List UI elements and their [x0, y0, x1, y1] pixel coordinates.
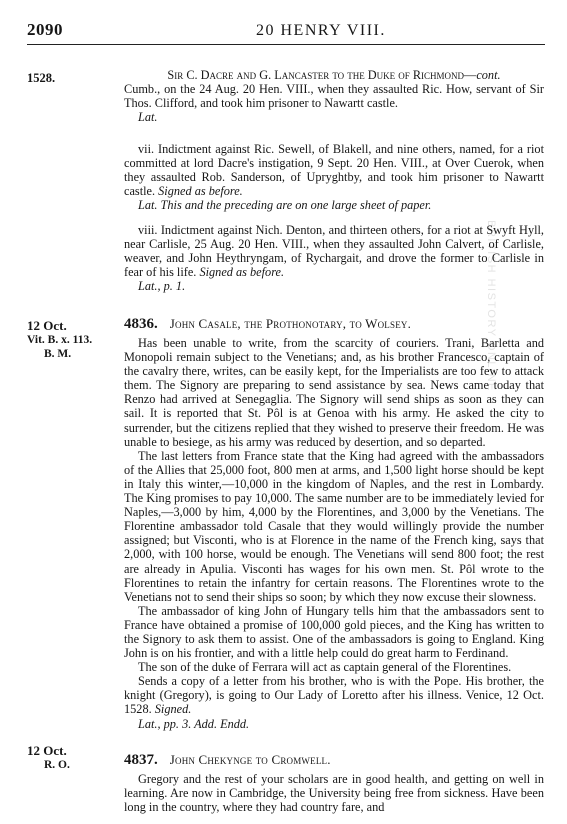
header-rule — [27, 44, 545, 45]
entry-4836-paragraph-5: Sends a copy of a letter from his brother, who is with the Pope. His brother, the knight (Gregory), is going to Our Lady of Loretto after his illness. Venice, 12 Oct. 1528. Signed. — [124, 674, 544, 717]
indictment-vii — [124, 142, 544, 212]
entry-4836-body — [124, 336, 544, 731]
entry-number: 4837. — [124, 752, 158, 768]
entry-4836-paragraph-1: Has been unable to write, from the scarcity of couriers. Trani, Barletta and Monopoli remain subject to the Venetians; and, as his brother Francesco, captain of the cavalry there, writes, can be easily kept, for the Imperialists are too few to attack them. The Signory are preparing to send assistance by sea. News came today that Renzo had arrived at Senegaglia. The Signory will send ships as soon as they can sail. It is reported that St. Pôl is at Genoa with his army. He asked the city to surrender, but the citizens replied that they wished to preserve their freedom. He was unable to besiege, as his army was reduced by desertion, and so departed. — [124, 336, 544, 449]
entry-4836-paragraph-2: The last letters from France state that the King had agreed with the ambassadors of the Allies that 25,000 foot, 800 men at arms, and 1,500 light horse should be kept in Italy this winter,—10,000 in the kingdom of Naples, and the rest in Lombardy. The King promises to pay 10,000. The same number are to be immediately levied for Naples,—3,000 by him, 4,000 by the Florentines, and 3,000 by the Venetians. The Florentine ambassador told Casale that they would willingly provide the number assigned; but Visconti, who is at Florence in the name of the French king, says that 2,000, with 100 horse, would be enough. The Venetians will send 800 foot; the rest are already in Apulia. Visconti has wages for his own men. St. Pôl wrote to the Florentines to retain the infantry for certain reasons. The Florentines wrote to the Venetians not to send their ships so soon; by which they now excuse their slowness. — [124, 448, 544, 604]
entry-4837-body — [124, 772, 544, 814]
entry-title: John Casale, the Prothonotary, to Wolsey. — [169, 316, 412, 331]
entry-4836-ref-1: Vit. B. x. 113. — [27, 334, 93, 346]
entry-title: John Chekynge to Cromwell. — [169, 752, 331, 767]
indictment-vii-note: Lat. This and the preceding are on one large sheet of paper. — [138, 198, 432, 213]
running-title: 20 HENRY VIII. — [256, 22, 386, 39]
indictment-vii-text: vii. Indictment against Ric. Sewell, of Blakell, and nine others, named, for a riot committed at lord Dacre's instigation, 9 Sept. 20 Hen. VIII., at Over Cuerok, when they assaulted Rob. Sanderson, of Upryghtby, and took him prisoner to Nawartt castle. Signed as before. — [124, 142, 544, 199]
entry-4836-note: Lat., pp. 3. Add. Endd. — [138, 716, 250, 731]
continuation-paragraph: Cumb., on the 24 Aug. 20 Hen. VIII., when they assaulted Ric. How, servant of Sir Thos. Clifford, and took him prisoner to Nawartt castle. — [124, 82, 544, 111]
entry-number: 4836. — [124, 316, 158, 332]
entry-4837-heading — [124, 751, 331, 769]
margin-year: 1528. — [27, 71, 56, 85]
page-number: 2090 — [27, 20, 63, 39]
entry-4836-date: 12 Oct. — [27, 318, 67, 333]
indictment-viii-note: Lat., p. 1. — [138, 279, 186, 294]
entry-4836-ref-2: B. M. — [44, 348, 72, 360]
indictment-viii-text: viii. Indictment against Nich. Denton, and thirteen others, for a riot at Swyft Hyll, near Carlisle, 25 Aug. 20 Hen. VIII., when they assaulted John Calvert, of Carlisle, weaver, and John Heythryngam, of Rychargait, and drove the former to Carlisle in fear of his life. Signed as before. — [124, 223, 544, 280]
indictment-viii — [124, 223, 544, 293]
continuation-heading: Sir C. Dacre and G. Lancaster to the Duke of Richmond—cont. — [167, 68, 501, 82]
watermark-right: BRITISH HISTORY ONLINE — [484, 220, 497, 392]
entry-4836-paragraph-4: The son of the duke of Ferrara will act as captain general of the Florentines. — [138, 660, 512, 675]
entry-4837-paragraph-1: Gregory and the rest of your scholars are in good health, and getting on well in learning. Are now in Cambridge, the University being free from sickness. Have been long in the country, where they had country fare, and — [124, 772, 544, 815]
entry-4837-date: 12 Oct. — [27, 743, 67, 758]
entry-4837-ref: R. O. — [44, 759, 70, 771]
entry-4836-heading — [124, 315, 411, 333]
entry-4836-paragraph-3: The ambassador of king John of Hungary tells him that the ambassadors sent to France have obtained a promise of 100,000 gold pieces, and the King has written to the Signory to ask them to assist. One of the ambassadors is going to England. King John is on his frontier, and with a little help could do great harm to Ferdinand. — [124, 603, 544, 661]
continuation-note: Lat. — [138, 110, 158, 125]
continuation-section — [124, 68, 544, 124]
